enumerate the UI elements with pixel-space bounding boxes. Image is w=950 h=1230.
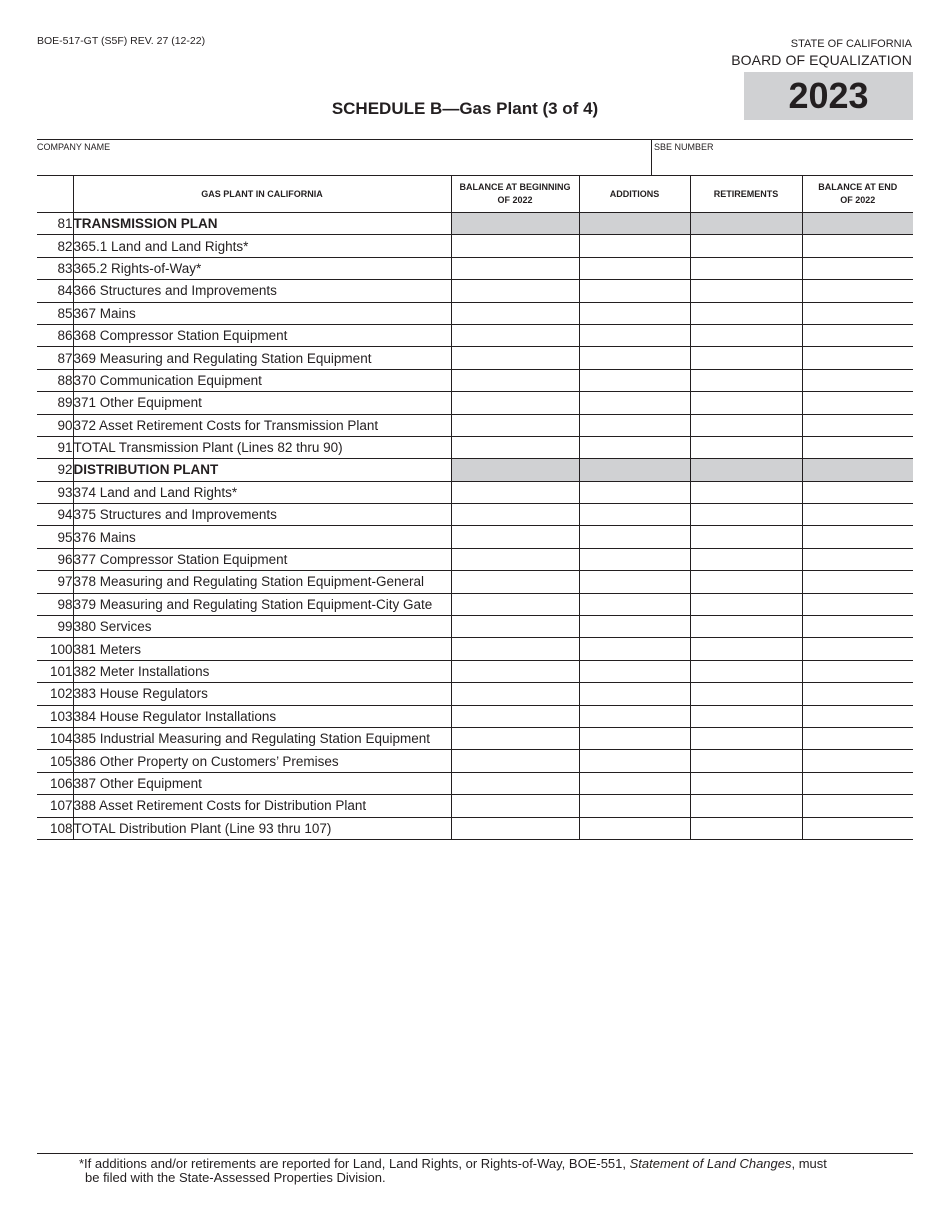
footnote-line-1 <box>37 1157 913 1171</box>
balance-begin-cell[interactable] <box>451 727 579 749</box>
table-row <box>37 392 913 414</box>
retirements-cell[interactable] <box>690 526 802 548</box>
retirements-cell[interactable] <box>690 727 802 749</box>
table-row <box>37 369 913 391</box>
table-row <box>37 436 913 458</box>
table-row <box>37 593 913 615</box>
account-label: 383 House Regulators <box>73 683 451 705</box>
line-number: 91 <box>37 436 73 458</box>
balance-end-cell[interactable] <box>802 593 913 615</box>
line-number: 99 <box>37 616 73 638</box>
footnote <box>37 1153 913 1185</box>
balance-begin-cell[interactable] <box>451 817 579 839</box>
line-number: 104 <box>37 727 73 749</box>
additions-cell <box>579 459 690 481</box>
additions-cell[interactable] <box>579 257 690 279</box>
balance-begin-cell[interactable] <box>451 235 579 257</box>
balance-begin-cell[interactable] <box>451 347 579 369</box>
line-number: 95 <box>37 526 73 548</box>
balance-end-cell[interactable] <box>802 257 913 279</box>
additions-cell[interactable] <box>579 750 690 772</box>
balance-begin-cell[interactable] <box>451 705 579 727</box>
table-row <box>37 257 913 279</box>
table-row <box>37 347 913 369</box>
footnote-line-2: be filed with the State-Assessed Properties Division. <box>85 1170 386 1185</box>
account-label: 370 Communication Equipment <box>73 369 451 391</box>
account-label: 372 Asset Retirement Costs for Transmission Plant <box>73 414 451 436</box>
table-row <box>37 548 913 570</box>
line-number: 108 <box>37 817 73 839</box>
footnote-form-title: Statement of Land Changes <box>629 1156 792 1171</box>
balance-end-cell[interactable] <box>802 235 913 257</box>
line-number: 83 <box>37 257 73 279</box>
table-row <box>37 817 913 839</box>
account-label: 366 Structures and Improvements <box>73 280 451 302</box>
table-row <box>37 213 913 235</box>
line-number: 89 <box>37 392 73 414</box>
balance-begin-cell[interactable] <box>451 593 579 615</box>
additions-cell[interactable] <box>579 302 690 324</box>
table-row <box>37 683 913 705</box>
retirements-cell[interactable] <box>690 347 802 369</box>
additions-cell[interactable] <box>579 526 690 548</box>
balance-begin-cell[interactable] <box>451 280 579 302</box>
table-row <box>37 280 913 302</box>
line-number: 105 <box>37 750 73 772</box>
form-id: BOE-517-GT (S5F) REV. 27 (12-22) <box>37 35 206 47</box>
balance-begin-cell[interactable] <box>451 795 579 817</box>
retirements-cell[interactable] <box>690 302 802 324</box>
balance-end-cell[interactable] <box>802 705 913 727</box>
balance-begin-cell[interactable] <box>451 772 579 794</box>
retirements-cell[interactable] <box>690 436 802 458</box>
retirements-cell[interactable] <box>690 369 802 391</box>
balance-begin-header-line1: BALANCE AT BEGINNING <box>459 182 571 192</box>
line-number: 97 <box>37 571 73 593</box>
balance-end-header-line1: BALANCE AT END <box>818 182 898 192</box>
additions-cell[interactable] <box>579 414 690 436</box>
table-row <box>37 571 913 593</box>
additions-cell[interactable] <box>579 347 690 369</box>
balance-end-cell[interactable] <box>802 347 913 369</box>
balance-end-cell[interactable] <box>802 302 913 324</box>
balance-end-cell[interactable] <box>802 369 913 391</box>
line-number: 93 <box>37 481 73 503</box>
line-number: 87 <box>37 347 73 369</box>
retirements-cell[interactable] <box>690 750 802 772</box>
balance-end-cell[interactable] <box>802 727 913 749</box>
balance-begin-cell[interactable] <box>451 548 579 570</box>
balance-end-cell[interactable] <box>802 414 913 436</box>
additions-cell[interactable] <box>579 683 690 705</box>
table-row <box>37 772 913 794</box>
line-number: 84 <box>37 280 73 302</box>
retirements-cell[interactable] <box>690 817 802 839</box>
balance-end-cell[interactable] <box>802 392 913 414</box>
account-label: 369 Measuring and Regulating Station Equipment <box>73 347 451 369</box>
footnote-text-before: *If additions and/or retirements are reported for Land, Land Rights, or Rights-of-Way, BOE-551, <box>79 1156 630 1171</box>
balance-end-cell[interactable] <box>802 436 913 458</box>
board-label: BOARD OF EQUALIZATION <box>731 52 912 68</box>
retirements-cell[interactable] <box>690 772 802 794</box>
line-number: 86 <box>37 324 73 346</box>
retirements-cell <box>690 213 802 235</box>
additions-cell[interactable] <box>579 616 690 638</box>
retirements-cell[interactable] <box>690 795 802 817</box>
line-number: 107 <box>37 795 73 817</box>
table-row <box>37 235 913 257</box>
additions-cell[interactable] <box>579 638 690 660</box>
retirements-cell[interactable] <box>690 414 802 436</box>
balance-begin-cell[interactable] <box>451 302 579 324</box>
retirements-cell[interactable] <box>690 683 802 705</box>
line-number: 100 <box>37 638 73 660</box>
account-label: 386 Other Property on Customers’ Premises <box>73 750 451 772</box>
additions-cell[interactable] <box>579 727 690 749</box>
retirements-cell[interactable] <box>690 257 802 279</box>
table-row <box>37 705 913 727</box>
balance-end-cell[interactable] <box>802 504 913 526</box>
additions-cell[interactable] <box>579 280 690 302</box>
line-number: 94 <box>37 504 73 526</box>
account-label: 382 Meter Installations <box>73 660 451 682</box>
line-number: 106 <box>37 772 73 794</box>
account-label: 379 Measuring and Regulating Station Equipment-City Gate <box>73 593 451 615</box>
account-label: 365.2 Rights-of-Way* <box>73 257 451 279</box>
table-row <box>37 795 913 817</box>
line-number: 82 <box>37 235 73 257</box>
retirements-header: RETIREMENTS <box>690 176 802 213</box>
balance-end-cell[interactable] <box>802 660 913 682</box>
additions-cell[interactable] <box>579 436 690 458</box>
table-row <box>37 660 913 682</box>
account-label: 381 Meters <box>73 638 451 660</box>
balance-end-cell[interactable] <box>802 324 913 346</box>
table-row <box>37 727 913 749</box>
account-label: 384 House Regulator Installations <box>73 705 451 727</box>
balance-end-cell[interactable] <box>802 683 913 705</box>
table-row <box>37 616 913 638</box>
additions-cell[interactable] <box>579 481 690 503</box>
line-number: 103 <box>37 705 73 727</box>
balance-begin-cell[interactable] <box>451 504 579 526</box>
identity-row <box>37 139 913 176</box>
account-label: 385 Industrial Measuring and Regulating Station Equipment <box>73 727 451 749</box>
additions-cell[interactable] <box>579 392 690 414</box>
balance-begin-cell[interactable] <box>451 571 579 593</box>
line-number-header <box>37 176 73 213</box>
section-heading: DISTRIBUTION PLANT <box>73 459 451 481</box>
account-label: 375 Structures and Improvements <box>73 504 451 526</box>
retirements-cell <box>690 459 802 481</box>
balance-end-header <box>802 176 913 213</box>
additions-cell[interactable] <box>579 235 690 257</box>
balance-end-cell[interactable] <box>802 750 913 772</box>
balance-end-cell[interactable] <box>802 571 913 593</box>
additions-cell[interactable] <box>579 548 690 570</box>
balance-end-cell[interactable] <box>802 616 913 638</box>
retirements-cell[interactable] <box>690 481 802 503</box>
account-label: 377 Compressor Station Equipment <box>73 548 451 570</box>
table-row <box>37 414 913 436</box>
balance-end-cell <box>802 213 913 235</box>
balance-end-cell <box>802 459 913 481</box>
line-number: 90 <box>37 414 73 436</box>
page-title: SCHEDULE B—Gas Plant (3 of 4) <box>331 99 599 118</box>
balance-begin-cell[interactable] <box>451 392 579 414</box>
balance-begin-cell[interactable] <box>451 436 579 458</box>
additions-cell[interactable] <box>579 795 690 817</box>
account-label: 387 Other Equipment <box>73 772 451 794</box>
retirements-cell[interactable] <box>690 235 802 257</box>
balance-begin-cell[interactable] <box>451 369 579 391</box>
line-number: 96 <box>37 548 73 570</box>
retirements-cell[interactable] <box>690 660 802 682</box>
retirements-cell[interactable] <box>690 593 802 615</box>
additions-cell[interactable] <box>579 571 690 593</box>
balance-begin-header <box>451 176 579 213</box>
balance-end-cell[interactable] <box>802 526 913 548</box>
balance-begin-cell[interactable] <box>451 414 579 436</box>
table-row <box>37 481 913 503</box>
account-label: 368 Compressor Station Equipment <box>73 324 451 346</box>
balance-begin-cell[interactable] <box>451 324 579 346</box>
additions-cell[interactable] <box>579 772 690 794</box>
table-row <box>37 638 913 660</box>
table-body <box>37 213 913 840</box>
additions-cell[interactable] <box>579 369 690 391</box>
balance-end-header-line2: OF 2022 <box>840 195 876 205</box>
table-row <box>37 750 913 772</box>
balance-begin-cell <box>451 459 579 481</box>
balance-begin-cell[interactable] <box>451 616 579 638</box>
line-number: 102 <box>37 683 73 705</box>
additions-header: ADDITIONS <box>579 176 690 213</box>
identity-divider <box>651 140 652 176</box>
balance-begin-cell[interactable] <box>451 750 579 772</box>
state-label: STATE OF CALIFORNIA <box>790 38 912 50</box>
balance-end-cell[interactable] <box>802 772 913 794</box>
balance-begin-cell[interactable] <box>451 526 579 548</box>
additions-cell[interactable] <box>579 705 690 727</box>
balance-end-cell[interactable] <box>802 795 913 817</box>
balance-begin-cell[interactable] <box>451 683 579 705</box>
footnote-text-after: , must <box>791 1156 827 1171</box>
account-label: 378 Measuring and Regulating Station Equipment-General <box>73 571 451 593</box>
account-label: 388 Asset Retirement Costs for Distribution Plant <box>73 795 451 817</box>
retirements-cell[interactable] <box>690 392 802 414</box>
table-row <box>37 459 913 481</box>
account-label: 367 Mains <box>73 302 451 324</box>
account-label: 365.1 Land and Land Rights* <box>73 235 451 257</box>
retirements-cell[interactable] <box>690 324 802 346</box>
total-label: TOTAL Distribution Plant (Line 93 thru 107) <box>73 817 451 839</box>
account-label: 374 Land and Land Rights* <box>73 481 451 503</box>
table-row <box>37 302 913 324</box>
balance-end-cell[interactable] <box>802 638 913 660</box>
balance-end-cell[interactable] <box>802 280 913 302</box>
line-number: 98 <box>37 593 73 615</box>
retirements-cell[interactable] <box>690 571 802 593</box>
retirements-cell[interactable] <box>690 638 802 660</box>
year-badge: 2023 <box>744 72 913 120</box>
additions-cell[interactable] <box>579 593 690 615</box>
balance-end-cell[interactable] <box>802 817 913 839</box>
account-label: 371 Other Equipment <box>73 392 451 414</box>
balance-begin-cell <box>451 213 579 235</box>
description-header: GAS PLANT IN CALIFORNIA <box>73 176 451 213</box>
total-label: TOTAL Transmission Plant (Lines 82 thru 90) <box>73 436 451 458</box>
account-label: 376 Mains <box>73 526 451 548</box>
balance-end-cell[interactable] <box>802 481 913 503</box>
additions-cell[interactable] <box>579 817 690 839</box>
additions-cell[interactable] <box>579 660 690 682</box>
additions-cell <box>579 213 690 235</box>
retirements-cell[interactable] <box>690 705 802 727</box>
table-row <box>37 324 913 346</box>
account-label: 380 Services <box>73 616 451 638</box>
line-number: 85 <box>37 302 73 324</box>
line-number: 81 <box>37 213 73 235</box>
additions-cell[interactable] <box>579 324 690 346</box>
table-row <box>37 504 913 526</box>
balance-end-cell[interactable] <box>802 548 913 570</box>
section-heading: TRANSMISSION PLAN <box>73 213 451 235</box>
table-row <box>37 526 913 548</box>
balance-begin-header-line2: OF 2022 <box>497 195 533 205</box>
line-number: 101 <box>37 660 73 682</box>
additions-cell[interactable] <box>579 504 690 526</box>
sbe-number-field[interactable]: SBE NUMBER <box>654 142 714 152</box>
line-number: 92 <box>37 459 73 481</box>
balance-begin-cell[interactable] <box>451 481 579 503</box>
table-header-row <box>37 176 913 213</box>
company-name-field[interactable]: COMPANY NAME <box>37 142 111 152</box>
gas-plant-table <box>37 175 913 840</box>
balance-begin-cell[interactable] <box>451 638 579 660</box>
retirements-cell[interactable] <box>690 504 802 526</box>
retirements-cell[interactable] <box>690 616 802 638</box>
retirements-cell[interactable] <box>690 280 802 302</box>
balance-begin-cell[interactable] <box>451 660 579 682</box>
line-number: 88 <box>37 369 73 391</box>
retirements-cell[interactable] <box>690 548 802 570</box>
balance-begin-cell[interactable] <box>451 257 579 279</box>
